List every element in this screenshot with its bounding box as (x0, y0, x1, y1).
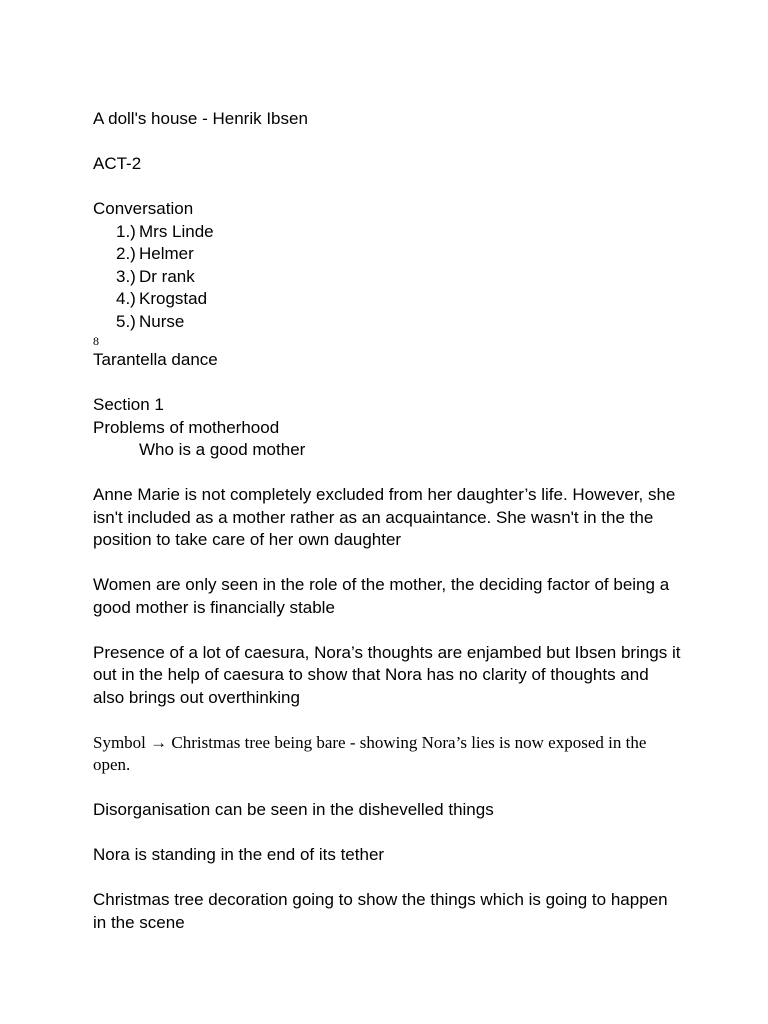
spacer (93, 619, 683, 642)
list-number: 4.) (116, 289, 136, 308)
paragraph-disorganisation: Disorganisation can be seen in the dishevelled things (93, 800, 494, 819)
list-number: 1.) (116, 221, 136, 241)
paragraph-decoration: Christmas tree decoration going to show the things which is going to happen in the scene (93, 890, 668, 932)
paragraph-symbol: Symbol → Christmas tree being bare - showing Nora’s lies is now exposed in the open. (93, 732, 647, 774)
document-page (93, 108, 683, 934)
conversation-heading: Conversation (93, 199, 194, 218)
list-item (93, 266, 683, 289)
paragraph-tether: Nora is standing in the end of its tether (93, 845, 385, 864)
list-number: 5.) (116, 311, 136, 331)
list-item (93, 221, 683, 244)
list-label: Dr rank (139, 266, 195, 286)
conversation-list (93, 221, 683, 334)
act-heading: ACT-2 (93, 154, 142, 173)
section-question: Who is a good mother (139, 440, 306, 459)
spacer (93, 176, 683, 199)
list-number: 2.) (116, 244, 136, 263)
paragraph-women-role: Women are only seen in the role of the mother, the deciding factor of being a good mother is financially stable (93, 575, 670, 617)
list-label: Mrs Linde (139, 221, 214, 241)
spacer (93, 777, 683, 800)
list-number: 3.) (116, 266, 136, 286)
section-heading: Section 1 (93, 395, 164, 414)
spacer (93, 372, 683, 395)
spacer (93, 552, 683, 575)
spacer (93, 822, 683, 845)
spacer (93, 709, 683, 732)
spacer (93, 867, 683, 890)
document-title: A doll's house - Henrik Ibsen (93, 109, 308, 128)
paragraph-caesura: Presence of a lot of caesura, Nora’s thoughts are enjambed but Ibsen brings it out in the help of caesura to show that Nora has no clarity of thoughts and also brings out overthinking (93, 642, 681, 707)
list-label: Helmer (139, 244, 194, 263)
list-item (93, 243, 683, 266)
list-item (93, 288, 683, 311)
list-item (93, 311, 683, 334)
tarantella-line: Tarantella dance (93, 350, 218, 369)
list-label: Nurse (139, 311, 185, 331)
section-subheading: Problems of motherhood (93, 417, 280, 437)
list-label: Krogstad (139, 289, 208, 308)
spacer (93, 131, 683, 154)
paragraph-anne-marie: Anne Marie is not completely excluded from her daughter’s life. However, she isn't included as a mother rather as an acquaintance. She wasn't in the the position to take care of her own daughter (93, 485, 676, 549)
stray-mark: 8 (93, 334, 99, 348)
spacer (93, 462, 683, 485)
